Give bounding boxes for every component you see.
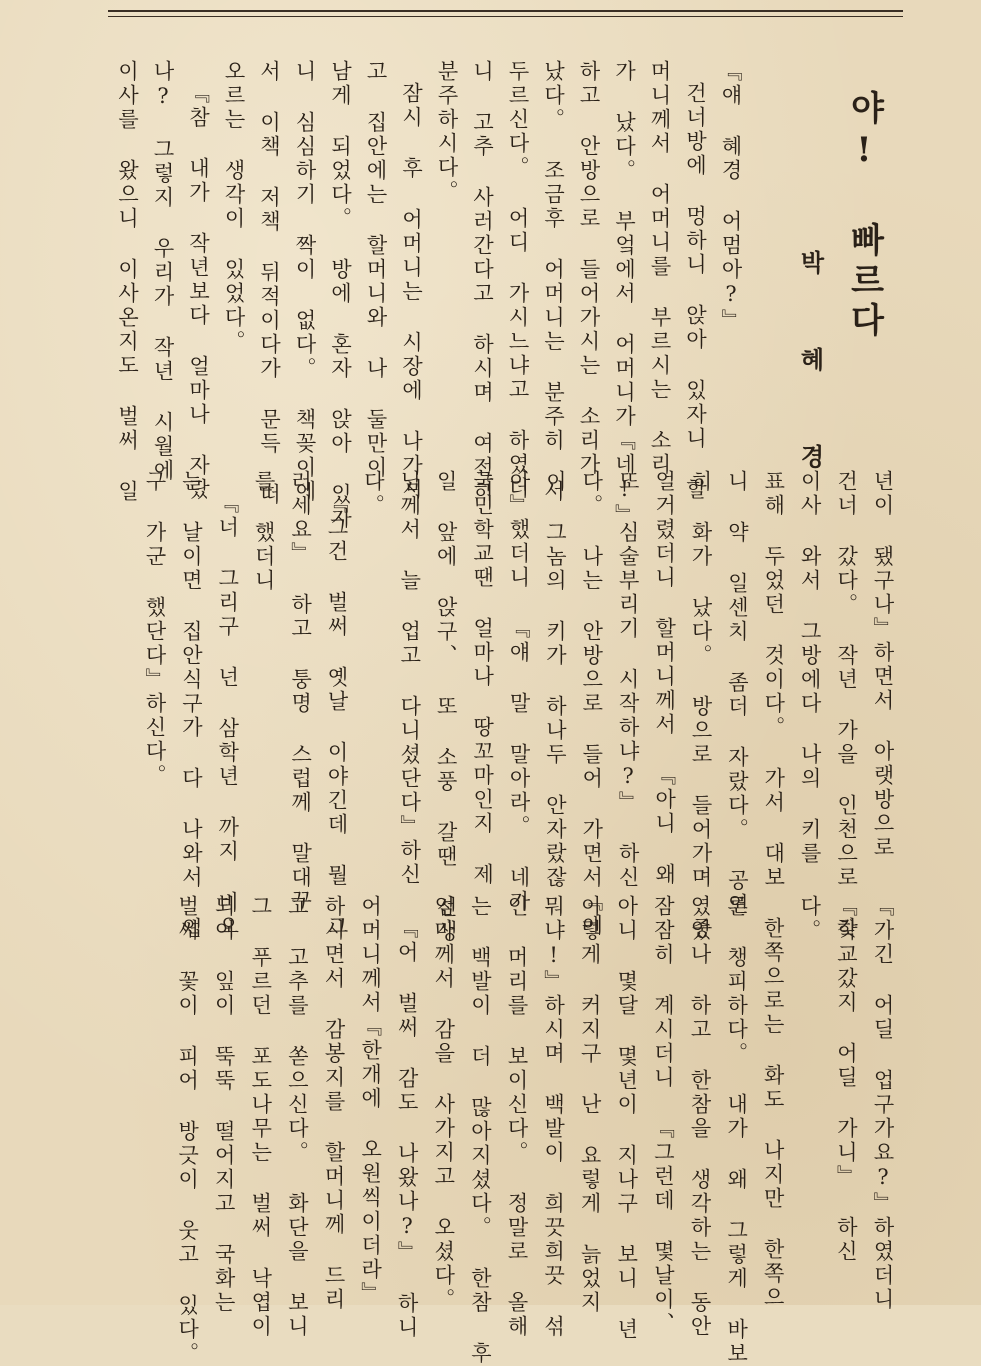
text-column: 잠잠히 계시더니 『그런데 몇날이、 (651, 895, 676, 1336)
text-column: 표해 두었던 것이다。 가서 대보 (761, 470, 786, 890)
text-column: 『가긴 어딜 업구가요?』하였더니 (871, 895, 895, 1312)
story-author: 박 혜 경 (796, 250, 825, 490)
text-column: 였었나 하고 한참을 생각하는 동안 (688, 895, 712, 1339)
text-column: 『얘 혜경 어멈아?』 (719, 60, 743, 333)
text-column: 이사를 왔으니 이사온지도 벌써 일 (115, 60, 140, 504)
text-column: 뭐냐!』하시며 백발이 희끗희끗 섞 (541, 895, 566, 1339)
text-column: 머니께서 어머니를 부르시는 소리 (648, 60, 672, 477)
text-column: 『참 내가 작년보다 얼마나 자랐 (186, 82, 211, 502)
story-title: 야! 빠르다 (844, 90, 884, 342)
text-column: 되어 잎이 뚝뚝 떨어지고 국화는 (212, 895, 237, 1315)
text-column: 론 챙피하다。 내가 왜 그렇게 바보 (724, 895, 749, 1366)
text-column: 국민학교땐 얼마나 땅꼬마인지 제 (470, 470, 495, 887)
text-column: 는 백발이 더 많아지셨다。 한참 후 (468, 895, 493, 1366)
text-column: 두르신다。 어디 가시느냐고 하였더 (506, 60, 530, 501)
text-column: 이 그놈의 키가 하나두 안자랐잖 (543, 470, 568, 890)
top-rule-thin (108, 16, 903, 17)
top-rule (108, 10, 903, 12)
text-column: 니 약 일센치 좀더 자랐다。 공연 (725, 470, 750, 917)
text-column: 다。 (361, 470, 386, 518)
text-column: 얼거렸더니 할머니께서 『아니 왜 (652, 470, 677, 887)
text-column: 『너 그리구 넌 삼학년 까지 비오 (215, 492, 240, 939)
text-column: 인 머리를 보이신다。 정말로 올해 (505, 895, 529, 1339)
text-column: 이사 와서 그방에다 나의 키를 (798, 470, 823, 866)
text-column: 건너 갔다。 작년 가을 인천으로 갖 (834, 470, 859, 941)
text-column: 는 날이면 집안식구가 다 나와서 업 (179, 470, 204, 941)
text-column: 고 고추를 쏟으신다。 화단을 보니 (285, 895, 310, 1339)
text-column: 『어 벌써 감도 나왔나?』 하니 (395, 917, 420, 1340)
text-column: 잠시 후 어머니는 시장에 나가시 (399, 82, 424, 502)
text-column: 아니 몇달 몇년이 지나구 보니 년 (614, 895, 639, 1342)
text-column: 나? 그렇지 우리가 작년 시월에 (151, 60, 175, 483)
text-column: 또 심술부리기 시작하냐?』 하신 (616, 470, 641, 890)
text-column: 하시면서 감봉지를 할머니께 드리 (322, 895, 346, 1312)
text-column: 러세요』 하고 퉁명 스럽께 말대꾸 (288, 470, 313, 914)
text-column: 오르는 생각이 있었다。 (222, 60, 246, 354)
text-column: 년이 됐구나』하면서 아랫방으로 (871, 470, 895, 860)
text-column: 벌써 꽃이 피어 방긋이 웃고 있다。 (175, 895, 200, 1366)
text-column: 엄마께서 감을 사가지고 오셨다。 (431, 895, 456, 1312)
text-column: 서 이책 저책 뒤적이다가 문득 떠 (257, 60, 282, 507)
text-column: 히 화가 났다。 방으로 들어가며 중 (689, 470, 713, 941)
text-column: 『그건 벌써 옛날 이야긴데 뭘 그 (325, 492, 349, 939)
text-column: 한쪽으로는 화도 나지만 한쪽으 (761, 917, 786, 1310)
text-column: 일 앞에 앉구、 또 소풍 갈땐 선생 (434, 470, 459, 944)
text-column: 어머니께서『한개에 오원씩이더라』 (358, 895, 383, 1306)
text-column: 아』했더니 『얘 말 말아라。 네가 (507, 470, 531, 914)
text-column: 남게 되었다。 방에 혼자 앉아 있자 (328, 60, 353, 531)
text-column: 님께서 늘 업고 다니셨단다』하신 (397, 470, 422, 887)
text-column: 다。 (797, 895, 822, 943)
text-column: 『학교갔지 어딜 가니』 하신 (834, 895, 859, 1264)
text-column: 났다。 조금후 어머니는 분주히 서 (541, 60, 566, 504)
text-column: 니 고추 사러간다고 하시며 여전히 (470, 60, 495, 504)
text-column: 니 심심하기 짝이 없다。 책꽂이에 (293, 60, 317, 504)
text-column: 분주하시다。 (435, 60, 459, 204)
text-column: 그 푸르던 포도나무는 벌써 낙엽이 (248, 895, 273, 1339)
text-column: 다。 나는 안방으로 들어 가면서『에 (579, 470, 604, 938)
text-column: 고 집안에는 할머니와 나 둘만이 (364, 60, 388, 480)
text-column: 를 했더니 (252, 470, 277, 593)
text-column: 하고 안방으로 들어가시는 소리가 (577, 60, 601, 477)
text-column: 이렇게 커지구 난 요렇게 늙었지 (578, 895, 603, 1315)
text-column: 건너방에 멍하니 앉아 있자니 할 (683, 82, 708, 502)
text-column: 구 가군 했단다』하신다。 (143, 470, 167, 788)
text-column: 가 났다。 부엌에서 어머니가『네!』 (612, 60, 637, 528)
